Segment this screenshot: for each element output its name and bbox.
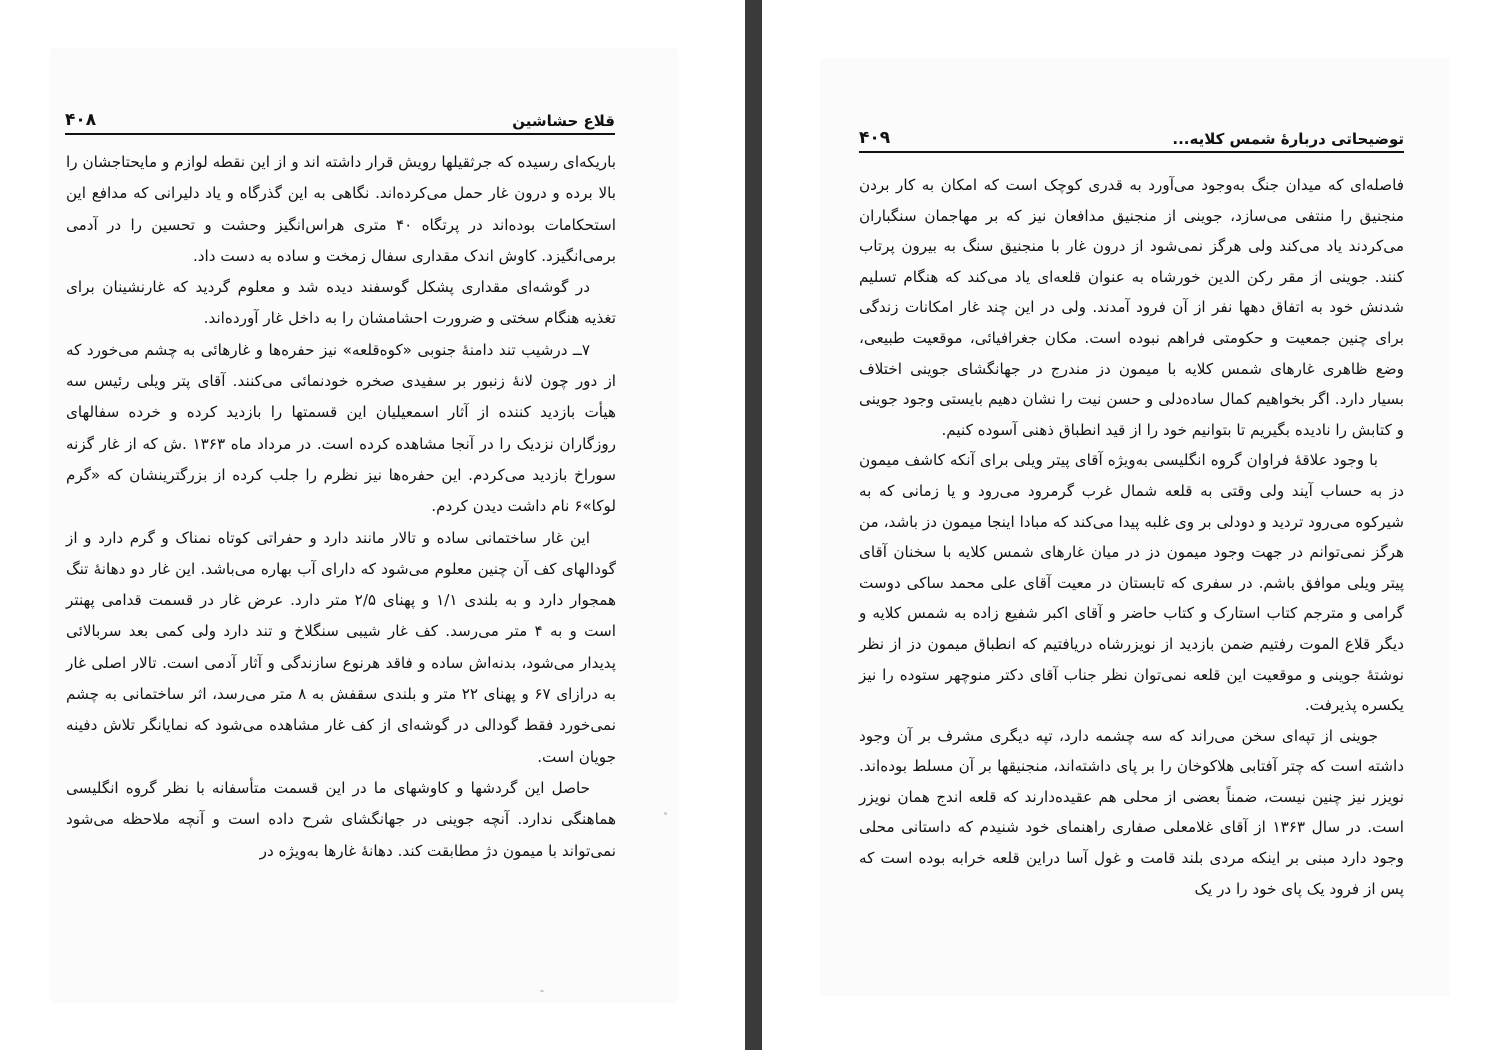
left-running-title: قلاع حشاشین bbox=[512, 112, 615, 130]
left-page bbox=[0, 0, 745, 1050]
right-page bbox=[762, 0, 1501, 1050]
left-page-body bbox=[66, 147, 616, 867]
left-paragraph-3: ۷ــ درشیب تند دامنهٔ جنوبی «کوه‌قلعه» نیز حفره‌ها و غارهائی به چشم می‌خورد که از دور چون لانهٔ زنبور بر سفیدی صخره خودنمائی می‌کنند. آقای پتر ویلی رئیس سه هیأت بازدید کننده از آثار اسمعیلیان این قسمتها را بازدید کرده و خرده سفالهای روزگاران نزدیک را در آنجا مشاهده کرده است. در مرداد ماه ۱۳۶۳ .ش که از غار گزنه سوراخ بازدید می‌کردم. این حفره‌ها نیز نظرم را جلب کرده از بزرگترینشان که «گرم لوکا»۶ نام داشت دیدن کردم. bbox=[66, 340, 617, 516]
left-paragraph-2: در گوشه‌ای مقداری پشکل گوسفند دیده شد و معلوم گردید که غارنشینان برای تغذیه هنگام سختی و ضرورت احشامشان را به داخل غار آورده‌اند. bbox=[66, 278, 616, 328]
scan-speck bbox=[540, 990, 544, 992]
book-gutter bbox=[745, 0, 762, 1050]
right-paragraph-1: فاصله‌ای که میدان جنگ به‌وجود می‌آورد به قدری کوچک است که امکان به کار بردن منجنیق را منتفی می‌سازد، جوینی از منجنیق مدافعان نیز که بر مهاجمان سنگباران می‌کردند یاد می‌کند ولی هرگز نمی‌شود از درون غار با منجنیق سنگ به بیرون پرتاب کنند. جوینی از مقر رکن الدین خورشاه به عنوان قلعه‌ای یاد می‌کند که هنگام تسلیم شدنش خود به اتفاق دهها نفر از آن فرود آمدند. ولی در این چند غار امکانات زندگی برای چنین جمعیت و حکومتی فراهم نبوده است. مکان جغرافیائی، موقعیت طبیعی، وضع ظاهری غارهای شمس کلایه با میمون دز مندرج در جهانگشای جوینی اختلاف بسیار دارد. اگر بخواهیم کمال ساده‌دلی و حسن نیت را نشان دهیم بایستی وجود جوینی و کتابش را نادیده بگیریم تا بتوانیم خود را از قید انطباق ذهنی آسوده کنیم. bbox=[859, 176, 1404, 439]
scan-speck bbox=[664, 812, 667, 815]
right-page-body bbox=[859, 170, 1404, 904]
left-page-header bbox=[65, 110, 615, 135]
right-paragraph-3: جوینی از تپه‌ای سخن می‌راند که سه چشمه دارد، تپه دیگری مشرف بر آن وجود داشته است که چتر آفتابی هلاکوخان را بر پای داشته‌اند، منجنیقها بر آن مسلط بوده‌اند. نویزر نیز چنین نیست، ضمناً بعضی از محلی هم عقیده‌دارند که قلعه اندج همان نویزر است. در سال ۱۳۶۳ از آقای غلامعلی صفاری راهنمای خود شنیدم که داستانی محلی وجود دارد مبنی بر اینکه مردی بلند قامت و غول آسا دراین قلعه خرابه بوده است که پس از فرود یک پای خود را در یک bbox=[859, 726, 1404, 898]
right-running-title: توضیحاتی دربارهٔ شمس کلایه... bbox=[1172, 130, 1404, 148]
left-page-number: ۴۰۸ bbox=[65, 110, 97, 130]
right-paragraph-2: با وجود علاقهٔ فراوان گروه انگلیسی به‌ویژه آقای پیتر ویلی برای آنکه کاشف میمون دز به حساب آیند ولی وقتی به قلعه شمال غرب گرمرود می‌رود و یا زمانی که به شیرکوه می‌رود تردید و دودلی بر وی غلبه پیدا می‌کند که مبادا اینجا میمون دز باشد، من هرگز نمی‌توانم در جهت وجود میمون دز در میان غارهای شمس کلایه با سخنان آقای پیتر ویلی موافق باشم. در سفری که تابستان در معیت آقای علی محمد ساکی دوست گرامی و مترجم کتاب استارک و کتاب حاضر و آقای اکبر شفیع زاده به شمس کلایه و دیگر قلاع الموت رفتیم ضمن بازدید از نویزرشاه دریافتیم که انطباق میمون دز از نظر نوشتهٔ جوینی و موقعیت این قلعه نمی‌توان نظر جناب آقای دکتر منوچهر ستوده را نیز یکسره پذیرفت. bbox=[859, 451, 1404, 715]
left-paragraph-4: این غار ساختمانی ساده و تالار مانند دارد و حفراتی کوتاه نمناک و گرم دارد و از گودالهای کف آن چنین معلوم می‌شود که دارای آب بهاره می‌باشد. این غار دو دهانهٔ تنگ همجوار دارد و به بلندی ۱/۱ و پهنای ۲/۵ متر دارد. عرض غار در قسمت قدامی پهنتر است و به ۴ متر می‌رسد. کف غار شیبی سنگلاخ و تند دارد ولی کمی بعد سربالائی پدیدار می‌شود، بدنه‌اش ساده و فاقد هرنوع سازندگی و آثار آدمی است. تالار اصلی غار به درازای ۶۷ و پهنای ۲۲ متر و بلندی سقفش به ۸ متر می‌رسد، اثر ساختمانی به چشم نمی‌خورد فقط گودالی در گوشه‌ای از کف غار مشاهده می‌شود که نمایانگر تلاش دفینه جویان است. bbox=[66, 528, 617, 766]
left-paragraph-5: حاصل این گردشها و کاوشهای ما در این قسمت متأسفانه با نظر گروه انگلیسی هماهنگی ندارد. آنچه جوینی در جهانگشای شرح داده است و آنچه ملاحظه می‌شود نمی‌تواند با میمون دژ مطابقت کند. دهانهٔ غارها به‌ویژه در bbox=[66, 778, 616, 860]
right-page-header bbox=[859, 128, 1404, 153]
left-paragraph-1: باریکه‌ای رسیده که جرثقیلها رویش قرار داشته اند و از این نقطه لوازم و مایحتاجشان را بالا برده و درون غار حمل می‌کرده‌اند. نگاهی به این گذرگاه و یاد دلیرانی که مدافع این استحکامات بوده‌اند در پرتگاه ۴۰ متری هراس‌انگیز وحشت و تحسین را در آدمی برمی‌انگیزد. کاوش اندک مقداری سفال زمخت و ساده به دست داد. bbox=[66, 153, 616, 265]
right-page-number: ۴۰۹ bbox=[859, 128, 891, 148]
